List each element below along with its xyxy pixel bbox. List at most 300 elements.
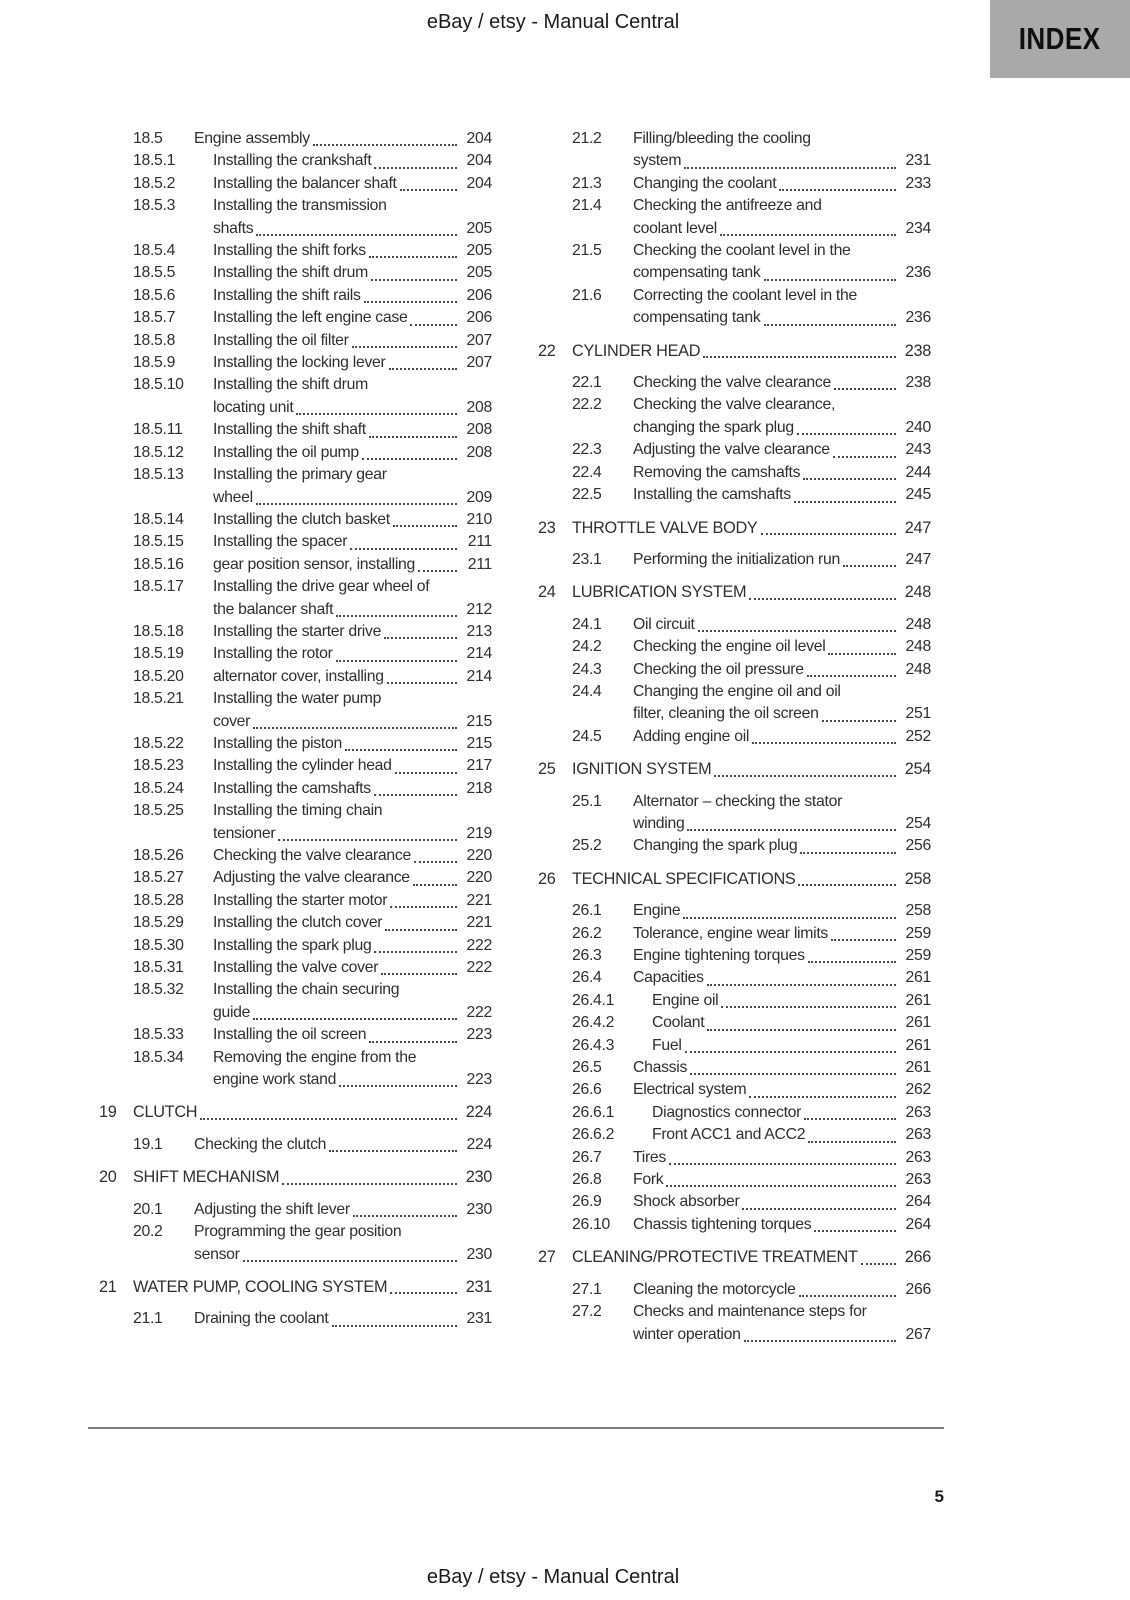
- toc-entry-page: 236: [905, 309, 931, 327]
- toc-entry-number: 22: [538, 341, 556, 360]
- toc-entry-row: [92, 979, 492, 1024]
- toc-entry-number: 23: [538, 518, 556, 537]
- toc-entry-page: 264: [905, 1215, 931, 1233]
- dot-leader: [749, 598, 896, 600]
- toc-entry-line: [92, 1308, 492, 1330]
- toc-entry-page: 251: [905, 705, 931, 723]
- toc-entry-number: 21.2: [572, 130, 602, 147]
- toc-entry-page: 247: [905, 550, 931, 568]
- toc-entry-title-line: Diagnostics connector: [652, 1103, 802, 1121]
- toc-entry-title-line: engine work stand: [213, 1071, 337, 1089]
- toc-entry-line: [531, 945, 931, 967]
- toc-entry-line: [531, 307, 931, 329]
- toc-entry-page: 262: [905, 1081, 931, 1099]
- toc-entry-title-line: THROTTLE VALVE BODY: [572, 518, 758, 537]
- toc-entry-number: 26.6.1: [572, 1103, 615, 1121]
- toc-entry-page: 248: [904, 583, 931, 602]
- toc-entry-page: 244: [905, 463, 931, 481]
- toc-entry-number: 20.2: [133, 1223, 163, 1241]
- dot-leader: [669, 1163, 896, 1165]
- dot-leader: [329, 1150, 457, 1152]
- toc-entry-line: [92, 576, 492, 598]
- toc-entry-page: 208: [466, 443, 492, 461]
- toc-entry-page: 233: [905, 174, 931, 192]
- toc-entry-page: 236: [905, 264, 931, 282]
- dot-leader: [764, 279, 897, 281]
- toc-entry-line: [92, 218, 492, 240]
- toc-entry-title-line: Checking the valve clearance: [633, 374, 831, 392]
- dot-leader: [400, 189, 457, 191]
- toc-entry-number: 24.5: [572, 727, 602, 745]
- toc-entry-page: 261: [905, 1036, 931, 1054]
- toc-entry-line: [92, 823, 492, 845]
- dot-leader: [822, 720, 896, 722]
- toc-entry-line: [92, 800, 492, 822]
- toc-entry-line: [92, 330, 492, 352]
- toc-entry-line: [92, 867, 492, 889]
- toc-entry-row: [531, 726, 931, 748]
- toc-entry-page: 224: [466, 1135, 492, 1153]
- toc-entry-number: 18.5.13: [133, 466, 184, 484]
- toc-entry-line: [92, 1069, 492, 1091]
- toc-entry-row: [92, 464, 492, 509]
- toc-chapter-row: [92, 1101, 492, 1123]
- toc-entry-title-line: Engine assembly: [194, 130, 310, 147]
- toc-entry-number: 25.1: [572, 792, 602, 810]
- dot-leader: [369, 1041, 457, 1043]
- toc-entry-number: 26.4.1: [572, 991, 615, 1009]
- toc-entry-page: 256: [905, 837, 931, 855]
- footer-rule: [88, 1427, 944, 1429]
- toc-entry-title-line: Changing the coolant: [633, 174, 777, 192]
- toc-entry-number: 18.5.34: [133, 1048, 184, 1066]
- toc-entry-line: [92, 128, 492, 150]
- toc-entry-line: [531, 990, 931, 1012]
- dot-leader: [703, 356, 896, 358]
- toc-entry-number: 22.1: [572, 374, 602, 392]
- toc-entry-page: 259: [905, 924, 931, 942]
- toc-entry-page: 261: [905, 1059, 931, 1077]
- dot-leader: [393, 525, 457, 527]
- toc-entry-title-line: Engine tightening torques: [633, 947, 805, 964]
- toc-entry-line: [531, 1147, 931, 1169]
- toc-entry-page: 240: [905, 418, 931, 436]
- dot-leader: [687, 829, 896, 831]
- toc-entry-row: [92, 576, 492, 621]
- toc-entry-line: [531, 517, 931, 539]
- toc-entry-title-line: Alternator – checking the stator: [633, 792, 843, 810]
- toc-entry-line: [92, 195, 492, 217]
- toc-entry-row: [92, 867, 492, 889]
- toc-entry-title-line: Adjusting the valve clearance: [633, 441, 830, 459]
- toc-entry-row: [531, 1057, 931, 1079]
- dot-leader: [808, 1141, 896, 1143]
- toc-entry-line: [92, 621, 492, 643]
- toc-entry-line: [92, 711, 492, 733]
- toc-entry-line: [531, 1279, 931, 1301]
- dot-leader: [362, 458, 457, 460]
- toc-entry-row: [531, 372, 931, 394]
- dot-leader: [808, 961, 896, 963]
- dot-leader: [779, 189, 896, 191]
- dot-leader: [390, 1292, 457, 1294]
- toc-entry-row: [531, 484, 931, 506]
- dot-leader: [352, 346, 457, 348]
- toc-entry-page: 223: [466, 1026, 492, 1044]
- dot-leader: [313, 144, 457, 146]
- toc-entry-page: 220: [466, 869, 492, 887]
- toc-entry-title-line: Adding engine oil: [633, 727, 750, 745]
- dot-leader: [384, 637, 457, 639]
- dot-leader: [369, 436, 457, 438]
- toc-entry-line: [531, 1012, 931, 1034]
- toc-entry-title-line: alternator cover, installing: [213, 667, 384, 685]
- dot-leader: [720, 234, 896, 236]
- toc-entry-page: 231: [465, 1277, 492, 1296]
- toc-entry-page: 222: [466, 936, 492, 954]
- footer-page-number: 5: [934, 1487, 944, 1506]
- dot-leader: [374, 794, 457, 796]
- toc-entry-page: 206: [466, 309, 492, 327]
- toc-entry-number: 18.5.19: [133, 645, 184, 663]
- toc-entry-line: [531, 218, 931, 240]
- toc-entry-title-line: IGNITION SYSTEM: [572, 760, 712, 779]
- toc-entry-title-line: WATER PUMP, COOLING SYSTEM: [133, 1277, 388, 1296]
- toc-entry-title-line: Installing the transmission: [213, 197, 387, 215]
- dot-leader: [418, 570, 457, 572]
- toc-entry-line: [92, 419, 492, 441]
- toc-entry-line: [531, 372, 931, 394]
- dot-leader: [413, 884, 457, 886]
- toc-entry-line: [92, 531, 492, 553]
- toc-entry-row: [531, 1124, 931, 1146]
- toc-entry-number: 21.3: [572, 174, 602, 192]
- toc-entry-row: [92, 262, 492, 284]
- toc-entry-number: 18.5.25: [133, 802, 184, 820]
- toc-entry-row: [531, 900, 931, 922]
- toc-entry-page: 254: [905, 814, 931, 832]
- toc-entry-line: [531, 262, 931, 284]
- toc-entry-number: 21.4: [572, 197, 602, 215]
- toc-entry-title-line: Checking the antifreeze and: [633, 197, 822, 215]
- toc-entry-row: [92, 621, 492, 643]
- toc-entry-title-line: Adjusting the shift lever: [194, 1200, 350, 1218]
- toc-chapter-row: [531, 758, 931, 780]
- toc-entry-page: 215: [466, 712, 492, 730]
- toc-entry-title-line: Installing the oil filter: [213, 331, 349, 349]
- toc-entry-page: 219: [466, 824, 492, 842]
- toc-entry-page: 223: [466, 1071, 492, 1089]
- toc-entry-line: [92, 1002, 492, 1024]
- toc-entry-number: 26.2: [572, 924, 602, 942]
- toc-entry-page: 266: [905, 1280, 931, 1298]
- toc-entry-line: [531, 439, 931, 461]
- toc-entry-page: 204: [466, 174, 492, 192]
- toc-entry-page: 263: [905, 1126, 931, 1144]
- toc-entry-line: [92, 1166, 492, 1188]
- dot-leader: [749, 1096, 896, 1098]
- dot-leader: [374, 951, 457, 953]
- toc-entry-title-line: Chassis: [633, 1059, 688, 1077]
- toc-entry-title-line: Installing the spacer: [213, 533, 348, 551]
- toc-entry-title-line: Installing the cylinder head: [213, 757, 392, 775]
- toc-entry-number: 18.5: [133, 130, 163, 147]
- toc-entry-row: [92, 195, 492, 240]
- toc-entry-title-line: Programming the gear position: [194, 1223, 402, 1241]
- toc-entry-title-line: Installing the shift shaft: [213, 421, 366, 439]
- toc-entry-number: 18.5.3: [133, 197, 176, 215]
- toc-entry-number: 26.7: [572, 1148, 602, 1166]
- toc-entry-page: 234: [905, 219, 931, 237]
- toc-entry-number: 21: [99, 1277, 117, 1296]
- toc-entry-line: [92, 240, 492, 262]
- dot-leader: [414, 861, 457, 863]
- toc-entry-number: 24.1: [572, 615, 602, 633]
- toc-entry-number: 20: [99, 1168, 117, 1187]
- toc-entry-row: [92, 307, 492, 329]
- toc-entry-number: 26.3: [572, 947, 602, 964]
- toc-entry-number: 26.6.2: [572, 1126, 615, 1144]
- toc-entry-line: [531, 484, 931, 506]
- toc-entry-line: [531, 726, 931, 748]
- toc-entry-number: 26.4.3: [572, 1036, 615, 1054]
- toc-entry-line: [92, 755, 492, 777]
- toc-entry-number: 18.5.18: [133, 622, 184, 640]
- toc-entry-page: 207: [466, 331, 492, 349]
- dot-leader: [721, 1006, 896, 1008]
- toc-column-right: [531, 128, 931, 1346]
- dot-leader: [389, 368, 458, 370]
- toc-entry-number: 22.3: [572, 441, 602, 459]
- dot-leader: [742, 1208, 896, 1210]
- toc-entry-title-line: Engine: [633, 902, 681, 920]
- toc-chapter-row: [531, 517, 931, 539]
- toc-entry-number: 26.4.2: [572, 1014, 615, 1032]
- toc-entry-number: 25.2: [572, 837, 602, 855]
- toc-entry-line: [531, 394, 931, 416]
- toc-entry-line: [531, 1191, 931, 1213]
- toc-entry-number: 26.5: [572, 1059, 602, 1077]
- toc-chapter-row: [531, 340, 931, 362]
- toc-entry-title-line: compensating tank: [633, 264, 761, 282]
- toc-entry-title-line: Installing the left engine case: [213, 309, 408, 327]
- toc-entry-number: 18.5.7: [133, 309, 176, 327]
- toc-entry-line: [531, 1124, 931, 1146]
- toc-chapter-row: [531, 581, 931, 603]
- dot-leader: [296, 413, 457, 415]
- toc-entry-number: 24.2: [572, 638, 602, 656]
- toc-entry-number: 27.2: [572, 1303, 602, 1321]
- dot-leader: [794, 501, 896, 503]
- dot-leader: [332, 1325, 457, 1327]
- toc-entry-line: [531, 549, 931, 571]
- dot-leader: [243, 1260, 457, 1262]
- toc-entry-row: [531, 1147, 931, 1169]
- toc-entry-line: [92, 845, 492, 867]
- toc-entry-title-line: Installing the oil pump: [213, 443, 359, 461]
- dot-leader: [804, 1118, 896, 1120]
- dot-leader: [278, 839, 457, 841]
- toc-entry-title-line: filter, cleaning the oil screen: [633, 705, 819, 723]
- dot-leader: [797, 433, 896, 435]
- toc-entry-page: 259: [905, 947, 931, 964]
- toc-entry-number: 22.4: [572, 463, 602, 481]
- toc-entry-page: 208: [466, 398, 492, 416]
- toc-entry-page: 213: [466, 622, 492, 640]
- toc-entry-row: [92, 554, 492, 576]
- toc-entry-page: 214: [466, 645, 492, 663]
- toc-entry-number: 26.6: [572, 1081, 602, 1099]
- dot-leader: [371, 279, 457, 281]
- toc-entry-line: [531, 581, 931, 603]
- toc-entry-line: [92, 778, 492, 800]
- toc-entry-number: 18.5.24: [133, 779, 184, 797]
- toc-entry-number: 18.5.30: [133, 936, 184, 954]
- toc-entry-title-line: Installing the spark plug: [213, 936, 372, 954]
- toc-entry-line: [531, 923, 931, 945]
- toc-entry-row: [92, 1134, 492, 1156]
- toc-entry-row: [92, 935, 492, 957]
- toc-entry-line: [92, 733, 492, 755]
- toc-entry-title-line: Capacities: [633, 969, 704, 987]
- dot-leader: [369, 256, 457, 258]
- toc-entry-row: [531, 1102, 931, 1124]
- toc-entry-number: 27.1: [572, 1280, 602, 1298]
- toc-entry-row: [531, 1214, 931, 1236]
- toc-entry-row: [531, 614, 931, 636]
- dot-leader: [752, 742, 896, 744]
- toc-entry-line: [531, 1102, 931, 1124]
- toc-entry-line: [531, 240, 931, 262]
- toc-entry-title-line: Installing the locking lever: [213, 354, 386, 372]
- toc-entry-row: [92, 128, 492, 150]
- toc-entry-line: [92, 912, 492, 934]
- index-tab-label: INDEX: [1019, 21, 1101, 56]
- toc-entry-title-line: Installing the shift drum: [213, 376, 368, 394]
- dot-leader: [253, 1018, 457, 1020]
- toc-entry-number: 18.5.12: [133, 443, 184, 461]
- dot-leader: [833, 456, 896, 458]
- toc-entry-title-line: SHIFT MECHANISM: [133, 1168, 280, 1187]
- toc-entry-page: 222: [466, 1003, 492, 1021]
- toc-entry-row: [531, 1035, 931, 1057]
- toc-entry-line: [531, 1301, 931, 1323]
- toc-entry-row: [92, 666, 492, 688]
- toc-entry-number: 20.1: [133, 1200, 163, 1218]
- toc-entry-page: 266: [904, 1248, 931, 1267]
- dot-leader: [861, 1263, 896, 1265]
- toc-entry-page: 254: [904, 760, 931, 779]
- toc-entry-row: [531, 636, 931, 658]
- toc-entry-title-line: system: [633, 152, 682, 170]
- toc-entry-number: 21.6: [572, 286, 602, 304]
- toc-entry-line: [531, 1169, 931, 1191]
- toc-entry-row: [92, 1024, 492, 1046]
- dot-leader: [707, 984, 896, 986]
- toc-entry-page: 258: [905, 902, 931, 920]
- toc-entry-row: [531, 945, 931, 967]
- toc-entry-number: 18.5.29: [133, 914, 184, 932]
- toc-entry-line: [92, 150, 492, 172]
- toc-entry-number: 26.4: [572, 969, 602, 987]
- toc-entry-title-line: Installing the clutch cover: [213, 914, 383, 932]
- dot-leader: [374, 167, 457, 169]
- toc-entry-title-line: Checking the coolant level in the: [633, 242, 851, 260]
- toc-entry-title-line: Shock absorber: [633, 1193, 740, 1211]
- toc-entry-line: [92, 442, 492, 464]
- toc-entry-page: 263: [905, 1103, 931, 1121]
- dot-leader: [353, 1215, 457, 1217]
- toc-entry-number: 22.5: [572, 486, 602, 504]
- toc-column-left: [92, 128, 492, 1331]
- toc-entry-number: 24.3: [572, 660, 602, 678]
- toc-entry-number: 18.5.22: [133, 734, 184, 752]
- toc-entry-line: [92, 307, 492, 329]
- toc-entry-number: 18.5.20: [133, 667, 184, 685]
- toc-entry-title-line: cover: [213, 712, 251, 730]
- toc-entry-page: 261: [905, 1014, 931, 1032]
- toc-entry-row: [92, 173, 492, 195]
- toc-entry-title-line: Adjusting the valve clearance: [213, 869, 410, 887]
- toc-entry-line: [92, 599, 492, 621]
- toc-entry-line: [92, 1047, 492, 1069]
- toc-entry-title-line: CLUTCH: [133, 1103, 198, 1122]
- toc-entry-line: [92, 352, 492, 374]
- toc-entry-title-line: Installing the drive gear wheel of: [213, 578, 430, 596]
- toc-entry-line: [92, 397, 492, 419]
- toc-entry-page: 258: [904, 869, 931, 888]
- toc-entry-line: [92, 1244, 492, 1266]
- dot-leader: [395, 772, 457, 774]
- toc-entry-number: 18.5.26: [133, 847, 184, 864]
- toc-entry-title-line: Installing the oil screen: [213, 1026, 367, 1044]
- toc-entry-page: 267: [905, 1325, 931, 1343]
- dot-leader: [807, 675, 896, 677]
- toc-entry-row: [92, 778, 492, 800]
- toc-entry-title-line: Engine oil: [652, 991, 719, 1009]
- dot-leader: [350, 548, 457, 550]
- toc-entry-row: [531, 1012, 931, 1034]
- toc-entry-number: 18.5.4: [133, 242, 176, 260]
- toc-entry-line: [92, 1134, 492, 1156]
- toc-entry-title-line: Electrical system: [633, 1081, 747, 1099]
- toc-entry-row: [92, 890, 492, 912]
- toc-entry-number: 18.5.27: [133, 869, 184, 887]
- toc-entry-row: [92, 733, 492, 755]
- toc-entry-line: [92, 1221, 492, 1243]
- toc-entry-title-line: Cleaning the motorcycle: [633, 1280, 796, 1298]
- toc-entry-number: 18.5.31: [133, 959, 184, 977]
- toc-entry-title-line: Installing the timing chain: [213, 802, 383, 820]
- toc-entry-page: 261: [905, 991, 931, 1009]
- toc-entry-number: 18.5.21: [133, 690, 184, 708]
- toc-entry-row: [531, 791, 931, 836]
- toc-entry-line: [531, 868, 931, 890]
- toc-entry-line: [92, 643, 492, 665]
- toc-entry-page: 217: [466, 757, 492, 775]
- toc-entry-row: [92, 352, 492, 374]
- toc-entry-page: 205: [466, 264, 492, 282]
- toc-entry-page: 221: [466, 914, 492, 932]
- toc-entry-title-line: Fork: [633, 1171, 664, 1189]
- toc-entry-title-line: Installing the shift drum: [213, 264, 368, 282]
- toc-entry-line: [531, 173, 931, 195]
- dot-leader: [764, 324, 897, 326]
- toc-entry-row: [92, 374, 492, 419]
- toc-entry-page: 211: [467, 555, 492, 573]
- dot-leader: [364, 301, 457, 303]
- toc-entry-row: [92, 531, 492, 553]
